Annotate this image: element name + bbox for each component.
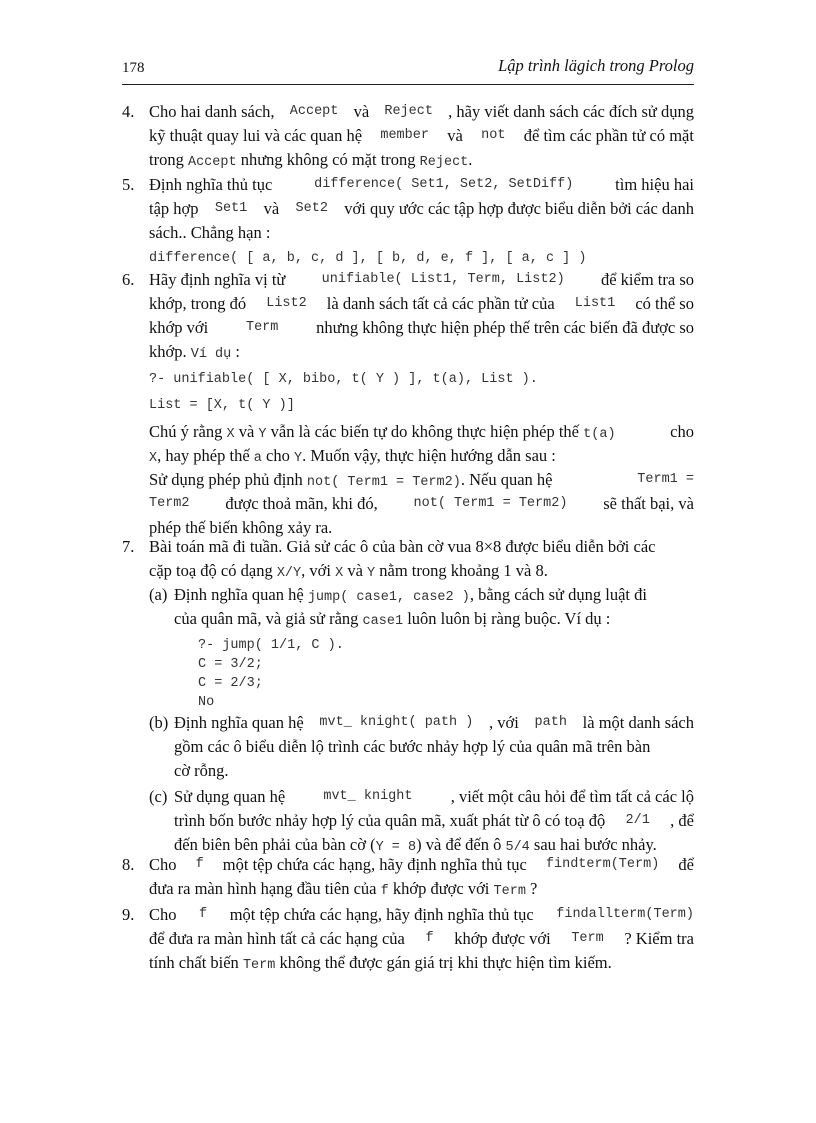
text-line: đến biên bên phải của bàn cờ (Y = 8) và để đến ô 5/4 sau hai bước nhảy. (174, 835, 657, 855)
text-line: của quân mã, và giả sử rằng case1 luôn luôn bị ràng buộc. Ví dụ : (174, 609, 611, 629)
code-line: No (198, 695, 215, 710)
exercise-number: 8. (122, 855, 135, 874)
exercise-number: 4. (122, 102, 135, 121)
exercise-number: 7. (122, 537, 135, 556)
text-line: phép thế biến không xảy ra. (149, 518, 333, 537)
text-line: đưa ra màn hình hạng đầu tiên của f khớp được với Term ? (149, 879, 538, 899)
sub-label: (a) (149, 585, 168, 604)
sub-question-a (149, 583, 694, 713)
exercise-number: 5. (122, 175, 135, 194)
sub-question-b (149, 711, 694, 787)
text-line: Định nghĩa thủ tục difference( Set1, Set2, SetDiff) tìm hiệu hai (149, 175, 694, 194)
text-line: X, hay phép thế a cho Y. Muốn vậy, thực hiện hướng dẫn sau : (149, 446, 556, 466)
text-line: trong Accept nhưng không có mặt trong Reject. (149, 150, 473, 170)
sub-label: (c) (149, 787, 168, 806)
text-line: tính chất biến Term không thể được gán giá trị khi thực hiện tìm kiếm. (149, 953, 612, 973)
text-line: cặp toạ độ có dạng X/Y, với X và Y nằm trong khoảng 1 và 8. (149, 561, 548, 581)
code-example: List = [X, t( Y )] (149, 398, 295, 413)
text-line: Chú ý rằng X và Y vẫn là các biến tự do không thực hiện phép thế t(a) cho (149, 422, 694, 442)
text-line: Định nghĩa quan hệ mvt_ knight( path ) , với path là một danh sách (174, 713, 694, 732)
sub-label: (b) (149, 713, 169, 732)
exercise-number: 6. (122, 270, 135, 289)
text-line: Hãy định nghĩa vị từ unifiable( List1, Term, List2) để kiểm tra so (149, 270, 694, 289)
text-line: Bài toán mã đi tuần. Giả sử các ô của bàn cờ vua 8×8 được biểu diễn bởi các (149, 537, 656, 556)
text-line: khớp. Ví dụ : (149, 342, 240, 362)
text-line: khớp, trong đó List2 là danh sách tất cả các phần tử của List1 có thể so (149, 294, 694, 313)
text-line: Cho hai danh sách, Accept và Reject , hãy viết danh sách các đích sử dụng (149, 102, 694, 121)
page-number: 178 (122, 60, 145, 76)
text-line: kỹ thuật quay lui và các quan hệ member và not để tìm các phần tử có mặt (149, 126, 694, 145)
code-line: C = 3/2; (198, 657, 263, 672)
text-line: tập hợp Set1 và Set2 với quy ước các tập hợp được biểu diễn bởi các danh (149, 199, 694, 218)
code-example: ?- unifiable( [ X, bibo, t( Y ) ], t(a), List ). (149, 372, 538, 387)
text-line: Sử dụng quan hệ mvt_ knight , viết một câu hỏi để tìm tất cả các lộ (174, 787, 694, 806)
text-line: trình bốn bước nhảy hợp lý của quân mã, xuất phát từ ô có toạ độ 2/1 , để (174, 811, 694, 830)
text-line: để đưa ra màn hình tất cả các hạng của f khớp được với Term ? Kiểm tra (149, 929, 694, 948)
sub-question-c (149, 785, 694, 861)
text-line: sách.. Chẳng hạn : (149, 223, 271, 242)
text-line: khớp với Term nhưng không thực hiện phép thế trên các biến đã được so (149, 318, 694, 337)
text-line: cờ rỗng. (174, 761, 229, 780)
code-line: ?- jump( 1/1, C ). (198, 638, 344, 653)
code-block (174, 636, 694, 712)
text-line: gồm các ô biểu diễn lộ trình các bước nhảy hợp lý của quân mã trên bàn (174, 737, 651, 756)
text-line: Cho f một tệp chứa các hạng, hãy định nghĩa thủ tục findallterm(Term) (149, 905, 694, 924)
text-line: Cho f một tệp chứa các hạng, hãy định nghĩa thủ tục findterm(Term) để (149, 855, 694, 874)
text-line: Sử dụng phép phủ định not( Term1 = Term2). Nếu quan hệ Term1 = (149, 470, 694, 490)
code-example: difference( [ a, b, c, d ], [ b, d, e, f ], [ a, c ] ) (149, 251, 587, 266)
text-line: Term2 được thoả mãn, khi đó, not( Term1 = Term2) sẽ thất bại, và (149, 494, 694, 513)
page-header (122, 54, 694, 85)
exercise-number: 9. (122, 905, 135, 924)
text-line: Định nghĩa quan hệ jump( case1, case2 ), bằng cách sử dụng luật đi (174, 585, 647, 605)
code-line: C = 2/3; (198, 676, 263, 691)
running-title: Lập trình lägich trong Prolog (498, 56, 694, 75)
